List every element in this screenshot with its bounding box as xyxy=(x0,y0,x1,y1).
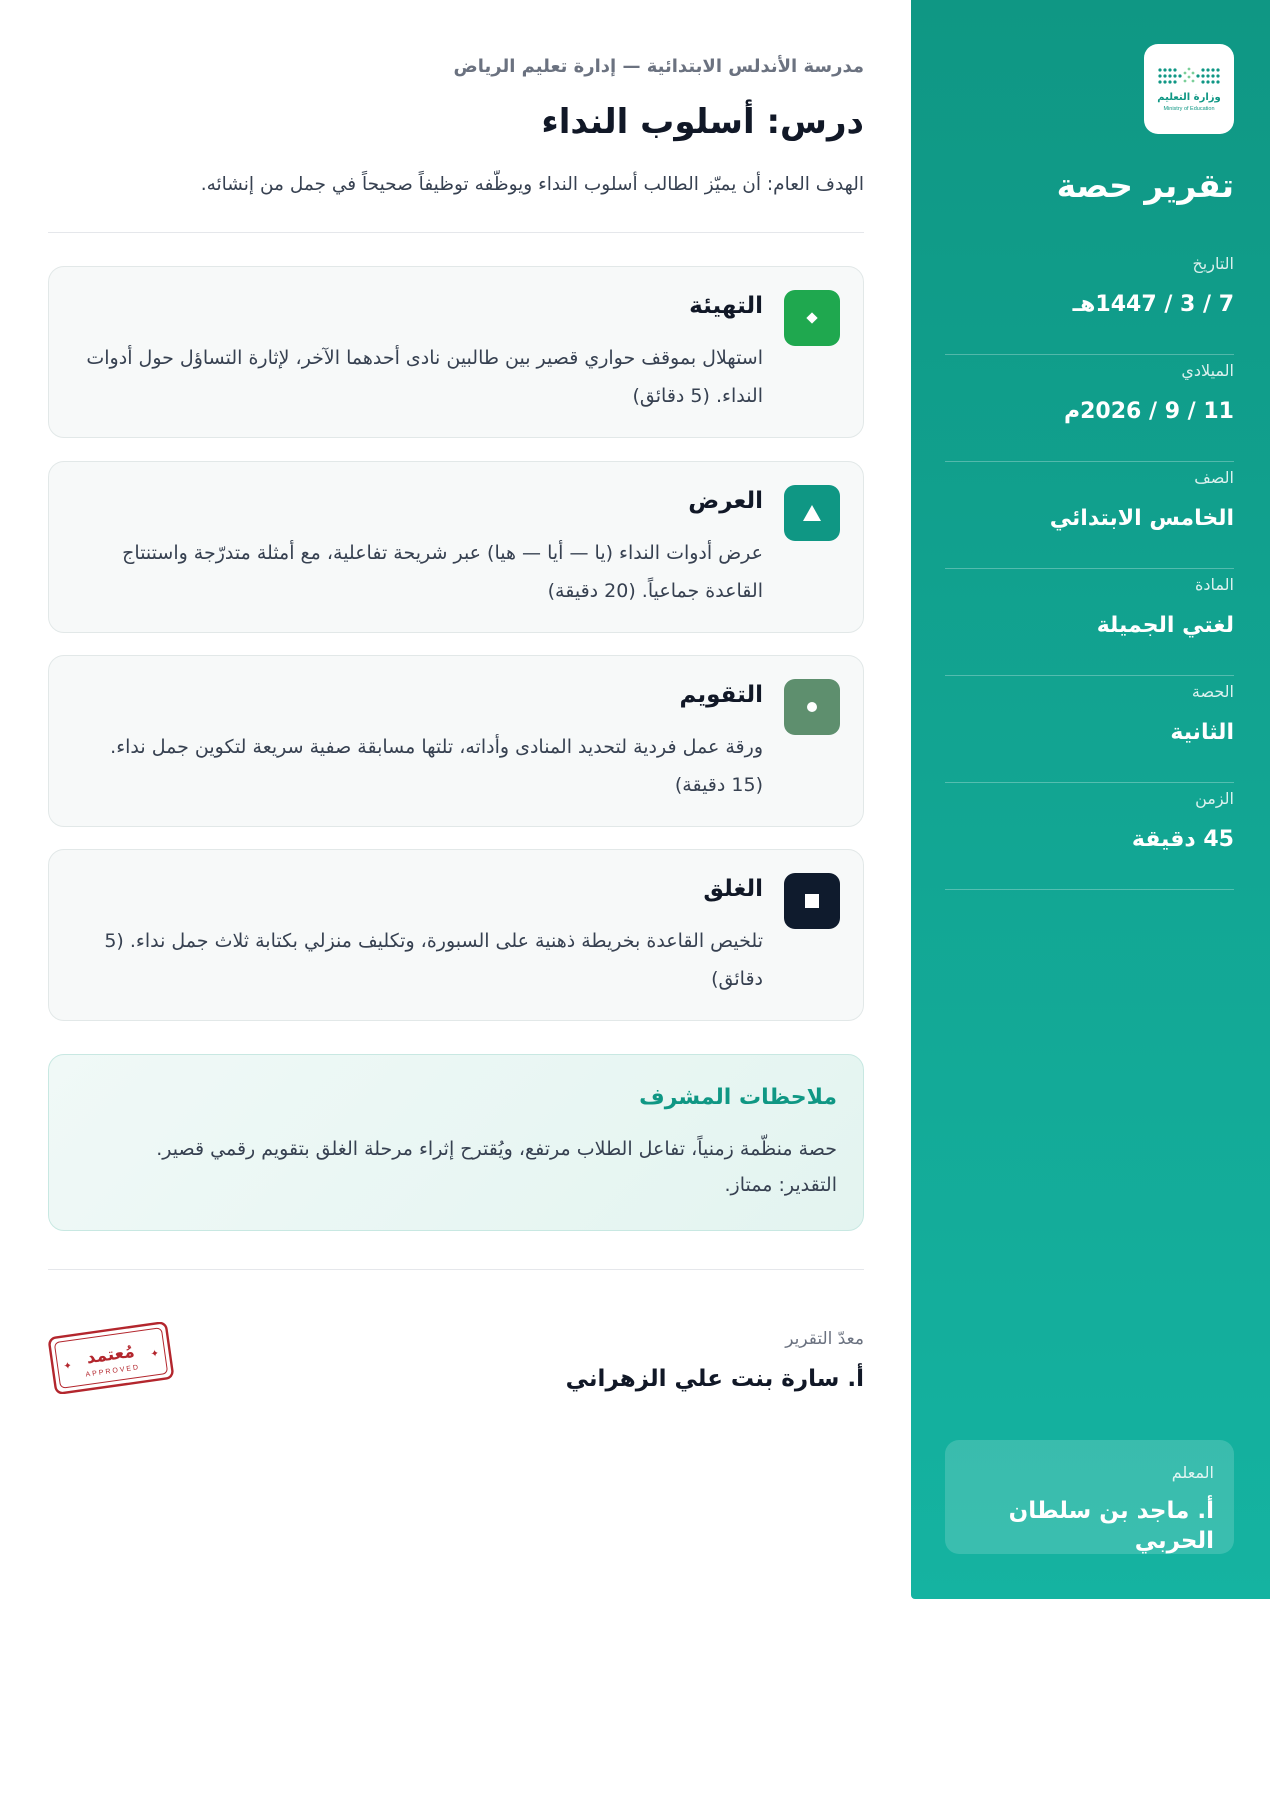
notes-line: حصة منظّمة زمنياً، تفاعل الطلاب مرتفع، ويُقترح إثراء مرحلة الغلق بتقويم رقمي قصير. xyxy=(156,1138,837,1160)
svg-text:✦: ✦ xyxy=(149,1348,160,1361)
author-name: أ. سارة بنت علي الزهراني xyxy=(565,1366,864,1392)
stage-title: العرض xyxy=(688,488,763,514)
meta-value: 11 / 9 / 2026م xyxy=(1063,399,1234,424)
teacher-card xyxy=(945,1440,1234,1554)
logo-arabic-text: وزارة التعليم xyxy=(1157,92,1221,104)
meta-subject xyxy=(945,569,1234,676)
meta-duration xyxy=(945,783,1234,890)
stage-description: تلخيص القاعدة بخريطة ذهنية على السبورة، وتكليف منزلي بكتابة ثلاث جمل نداء. (5 دقائق) xyxy=(104,930,763,990)
teacher-name: أ. ماجد بن سلطان الحربي xyxy=(1008,1498,1214,1554)
lesson-objective: الهدف العام: أن يميّز الطالب أسلوب النداء ويوظّفه توظيفاً صحيحاً في جمل من إنشائه. xyxy=(200,174,864,195)
svg-text:مُعتمد: مُعتمد xyxy=(85,1341,136,1369)
meta-gregorian-date xyxy=(945,355,1234,462)
meta-value: الخامس الابتدائي xyxy=(1049,506,1234,531)
stage-description: استهلال بموقف حواري قصير بين طالبين نادى أحدهما الآخر، لإثارة التساؤل حول أدوات النداء. (5 دقائق) xyxy=(86,347,763,407)
diamond-icon xyxy=(784,290,840,346)
stage-card-assessment xyxy=(48,655,864,827)
footer-divider xyxy=(48,1269,864,1270)
meta-grade xyxy=(945,462,1234,569)
meta-period xyxy=(945,676,1234,783)
meta-hijri-date xyxy=(945,248,1234,355)
meta-value: 45 دقيقة xyxy=(1131,827,1234,852)
stage-title: التهيئة xyxy=(689,293,763,319)
teacher-label: المعلم xyxy=(1171,1463,1214,1482)
meta-value: لغتي الجميلة xyxy=(1096,613,1234,638)
notes-rating: التقدير: ممتاز. xyxy=(724,1174,837,1196)
meta-label: الزمن xyxy=(1195,789,1234,808)
header-divider xyxy=(48,232,864,233)
logo-english-text: Ministry of Education xyxy=(1163,106,1215,113)
notes-title: ملاحظات المشرف xyxy=(639,1085,837,1110)
meta-label: الحصة xyxy=(1191,682,1234,701)
square-icon xyxy=(784,873,840,929)
stage-card-closure xyxy=(48,849,864,1021)
svg-text:APPROVED: APPROVED xyxy=(85,1364,141,1379)
author-label: معدّ التقرير xyxy=(785,1329,864,1349)
stage-title: الغلق xyxy=(703,876,763,902)
dot-icon xyxy=(784,679,840,735)
approved-stamp xyxy=(46,1322,176,1394)
stage-description: ورقة عمل فردية لتحديد المنادى وأداته، تلتها مسابقة صفية سريعة لتكوين جمل نداء. (15 دقيقة) xyxy=(110,736,763,796)
meta-label: المادة xyxy=(1195,575,1234,594)
school-name: مدرسة الأندلس الابتدائية — إدارة تعليم الرياض xyxy=(453,56,864,77)
triangle-icon xyxy=(784,485,840,541)
lesson-title: درس: أسلوب النداء xyxy=(541,102,864,142)
ministry-logo xyxy=(1144,44,1234,134)
report-sidebar xyxy=(911,0,1270,1599)
meta-label: الصف xyxy=(1194,468,1234,487)
supervisor-notes xyxy=(48,1054,864,1231)
meta-value: 7 / 3 / 1447هـ xyxy=(1072,292,1234,317)
meta-label: الميلادي xyxy=(1181,361,1234,380)
stage-description: عرض أدوات النداء (يا — أيا — هيا) عبر شريحة تفاعلية، مع أمثلة متدرّجة واستنتاج القاعدة جماعياً. (20 دقيقة) xyxy=(122,542,763,602)
svg-text:✦: ✦ xyxy=(62,1360,73,1373)
notes-text xyxy=(107,1131,837,1203)
ministry-logo-mark-icon xyxy=(1154,65,1224,89)
stage-card-presentation xyxy=(48,461,864,633)
lesson-meta-list xyxy=(945,248,1234,890)
meta-label: التاريخ xyxy=(1192,254,1234,273)
stage-card-warmup xyxy=(48,266,864,438)
meta-value: الثانية xyxy=(1170,720,1234,745)
stage-title: التقويم xyxy=(679,682,763,708)
report-title: تقرير حصة xyxy=(1056,166,1234,205)
